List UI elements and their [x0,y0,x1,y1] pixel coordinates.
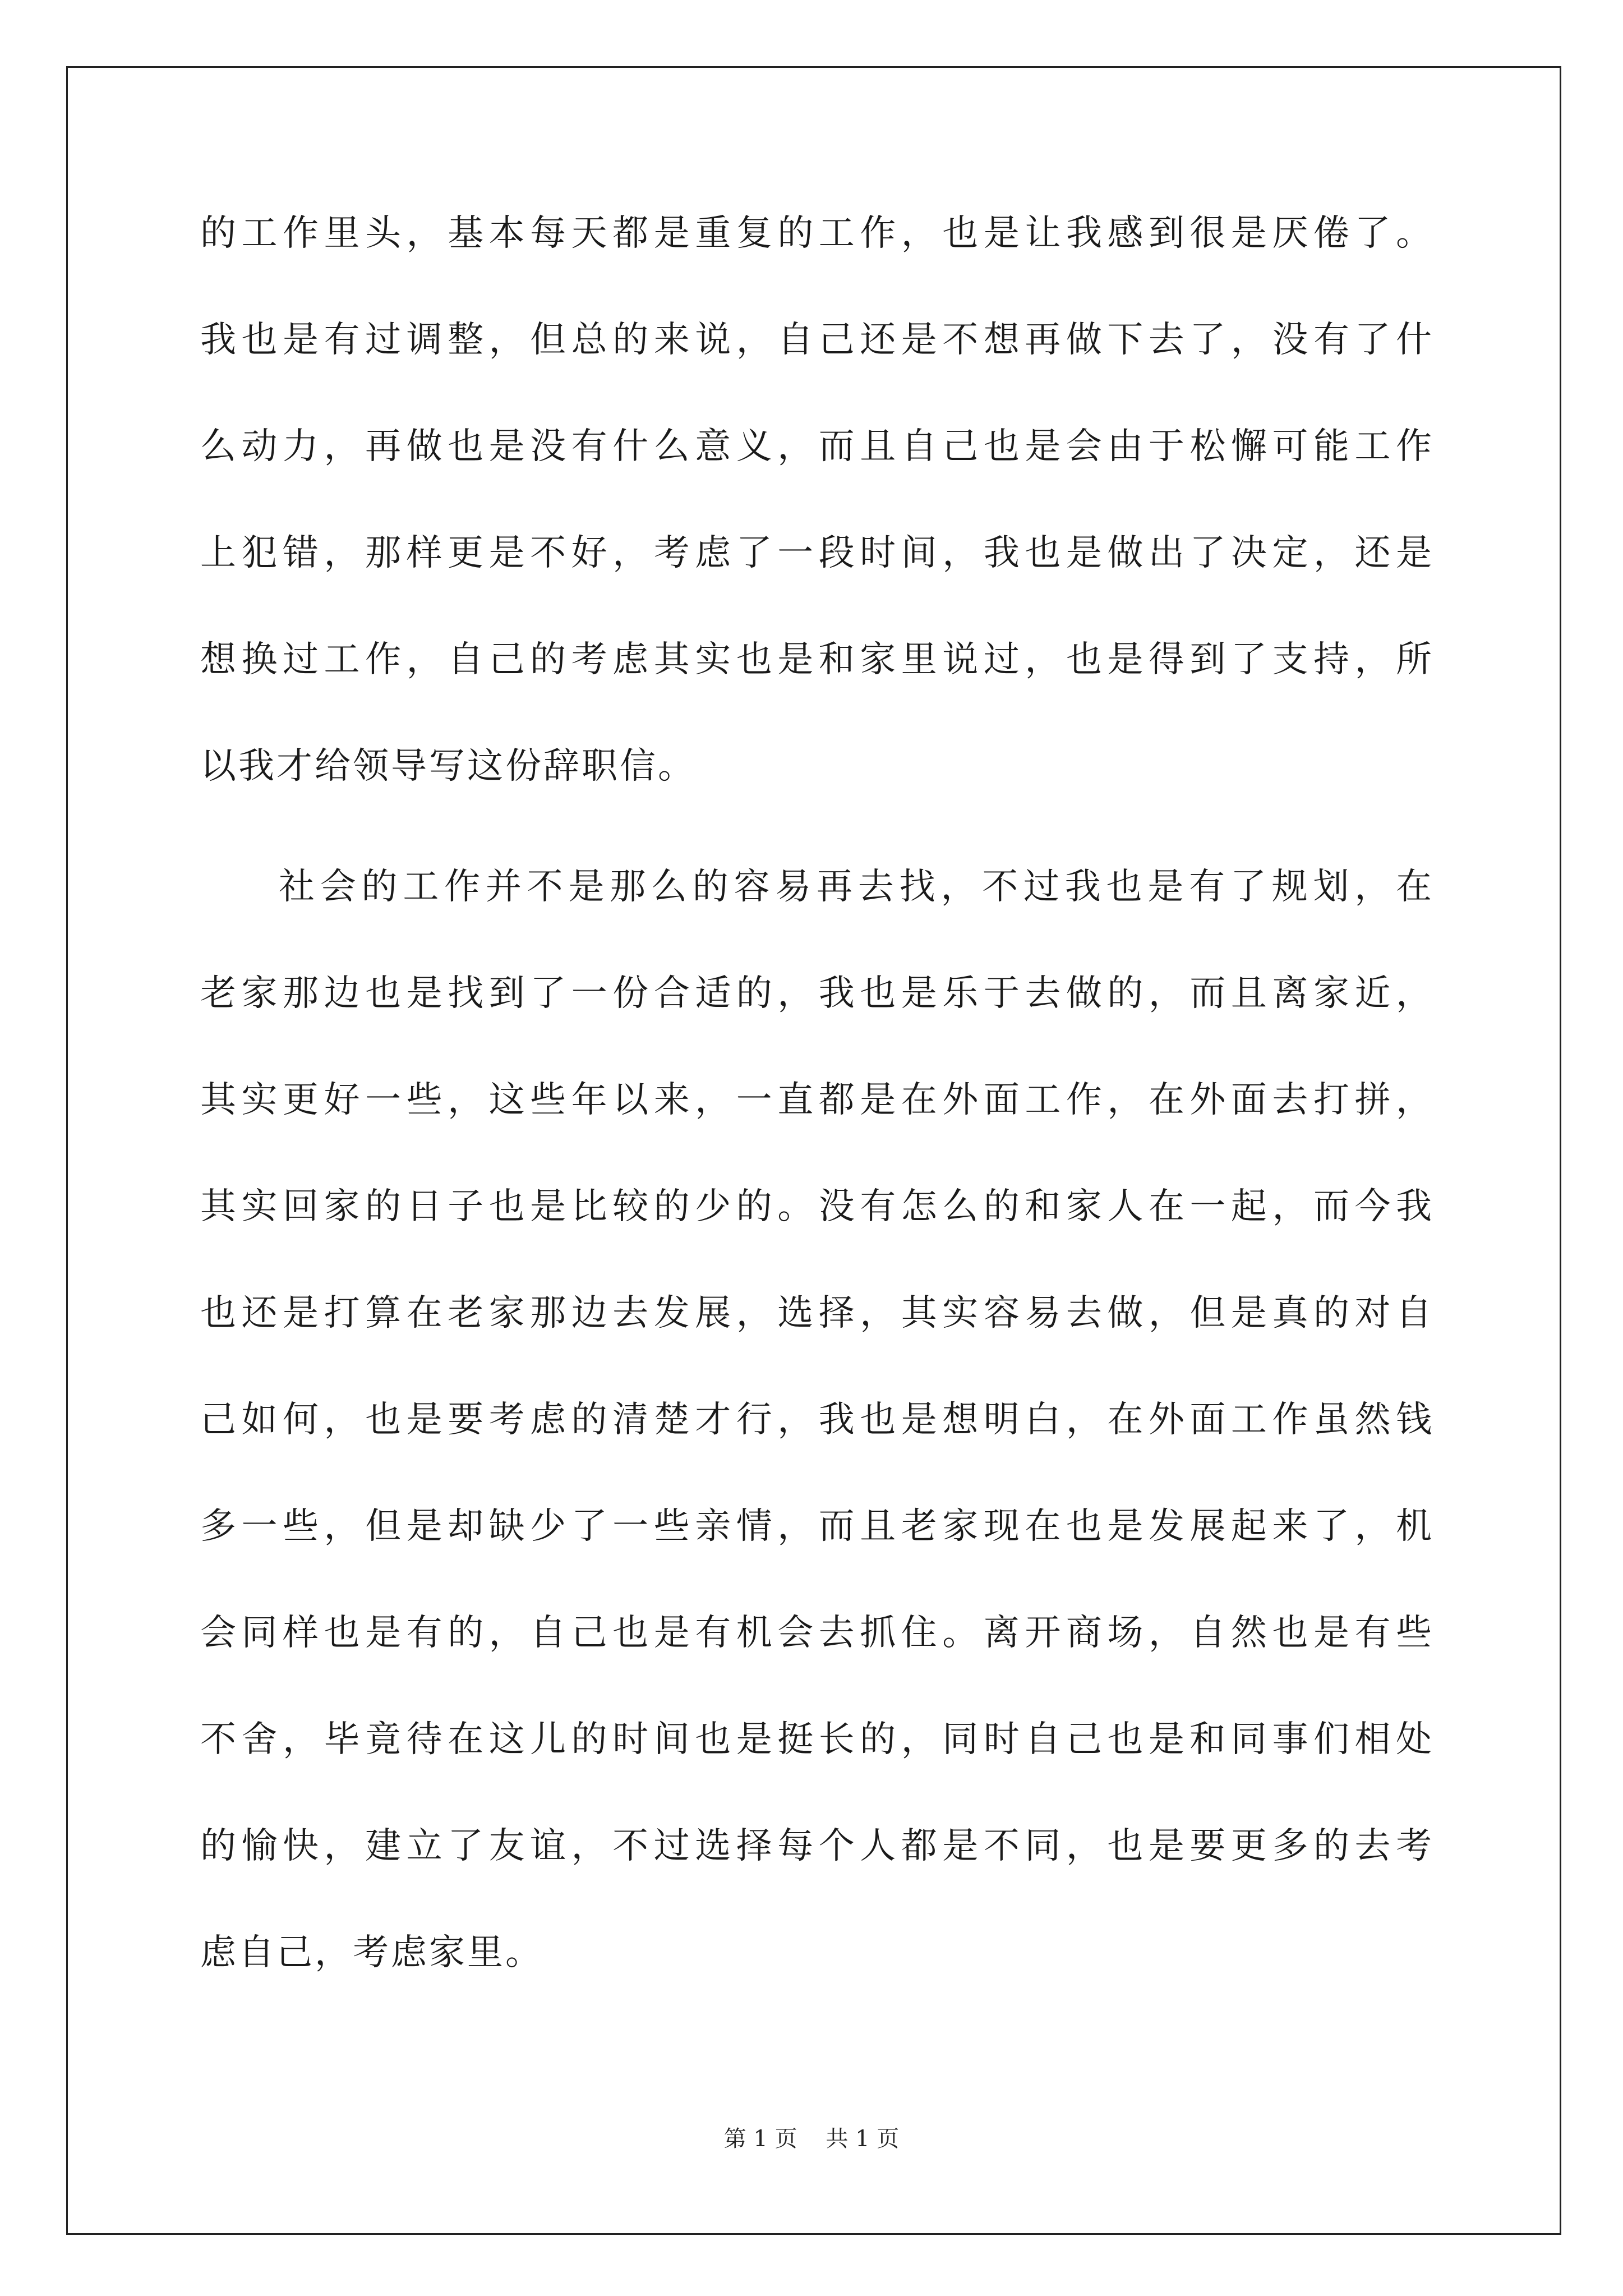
body-text-line: 其实更好一些，这些年以来，一直都是在外面工作，在外面去打拼， [200,1079,1434,1121]
body-text-line: 不舍，毕竟待在这儿的时间也是挺长的，同时自己也是和同事们相处 [200,1719,1434,1760]
body-text-line: 的愉快，建立了友谊，不过选择每个人都是不同，也是要更多的去考 [200,1825,1434,1867]
page-border [66,66,1561,2235]
body-text-line: 以我才给领导写这份辞职信。 [200,746,696,787]
body-text-line: 会同样也是有的，自己也是有机会去抓住。离开商场，自然也是有些 [200,1612,1434,1654]
body-text-line: 老家那边也是找到了一份合适的，我也是乐于去做的，而且离家近， [200,973,1434,1014]
body-text-line: 虑自己，考虑家里。 [200,1932,543,1973]
body-text-line: 也还是打算在老家那边去发展，选择，其实容易去做，但是真的对自 [200,1292,1434,1334]
body-text-line: 想换过工作，自己的考虑其实也是和家里说过，也是得到了支持，所 [200,639,1434,680]
body-text-line: 么动力，再做也是没有什么意义，而且自己也是会由于松懈可能工作 [200,426,1434,467]
paragraph-first-line: 社会的工作并不是那么的容易再去找，不过我也是有了规划，在 [279,866,1434,908]
body-text-line: 我也是有过调整，但总的来说，自己还是不想再做下去了，没有了什 [200,319,1434,361]
body-text-line: 其实回家的日子也是比较的少的。没有怎么的和家人在一起，而今我 [200,1186,1434,1227]
body-text-line: 的工作里头，基本每天都是重复的工作，也是让我感到很是厌倦了。 [200,213,1434,254]
page-number-footer: 第 1 页 共 1 页 [723,2126,900,2152]
body-text-line: 己如何，也是要考虑的清楚才行，我也是想明白，在外面工作虽然钱 [200,1399,1434,1441]
body-text-line: 多一些，但是却缺少了一些亲情，而且老家现在也是发展起来了，机 [200,1506,1434,1547]
body-text-line: 上犯错，那样更是不好，考虑了一段时间，我也是做出了决定，还是 [200,532,1434,574]
